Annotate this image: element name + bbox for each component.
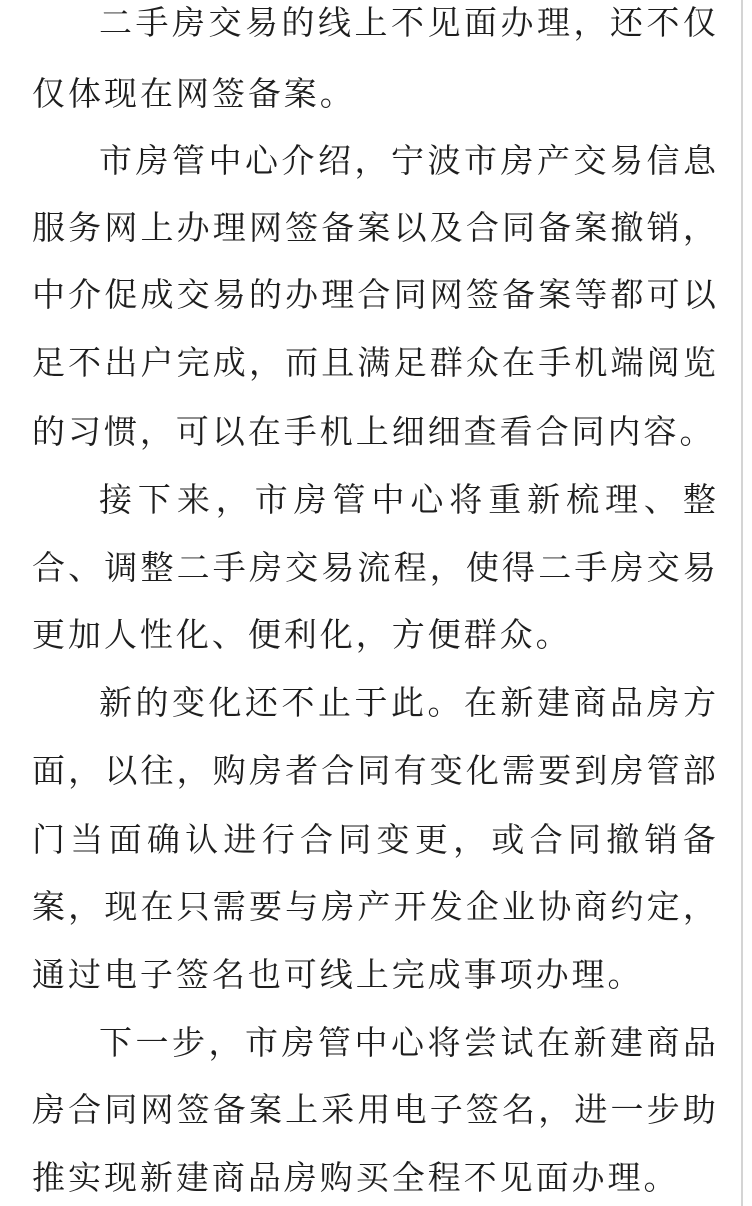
- text-line: 门 当 面 确 认 进 行 合 同 变 更 ， 或 合 同 撤 销 备: [32, 820, 716, 859]
- text-line: 足 不 出 户 完 成 ， 而 且 满 足 群 众 在 手 机 端 阅 览: [32, 343, 716, 382]
- text-line: 市 房 管 中 心 介 绍 ， 宁 波 市 房 产 交 易 信 息: [99, 141, 716, 180]
- text-line: 通过电子签名也可线上完成事项办理。: [32, 955, 644, 994]
- text-line: 新 的 变 化 还 不 止 于 此 。 在 新 建 商 品 房 方: [99, 683, 716, 722]
- text-line: 合 、 调 整 二 手 房 交 易 流 程 ， 使 得 二 手 房 交 易: [32, 548, 716, 587]
- page-edge-divider: [741, 0, 743, 1206]
- text-line: 案 ， 现 在 只 需 要 与 房 产 开 发 企 业 协 商 约 定 ，: [32, 887, 716, 926]
- text-line: 服 务 网 上 办 理 网 签 备 案 以 及 合 同 备 案 撤 销 ，: [32, 208, 716, 247]
- text-line: 中 介 促 成 交 易 的 办 理 合 同 网 签 备 案 等 都 可 以: [32, 275, 716, 314]
- text-line: 接 下 来 ， 市 房 管 中 心 将 重 新 梳 理 、 整: [99, 480, 716, 519]
- text-line: 面 ， 以 往 ， 购 房 者 合 同 有 变 化 需 要 到 房 管 部: [32, 751, 716, 790]
- text-line: 推实现新建商品房购买全程不见面办理。: [32, 1158, 680, 1197]
- text-line: 仅体现在网签备案。: [32, 74, 356, 113]
- text-line: 下 一 步 ， 市 房 管 中 心 将 尝 试 在 新 建 商 品: [99, 1023, 716, 1062]
- text-line: 房 合 同 网 签 备 案 上 采 用 电 子 签 名 ， 进 一 步 助: [32, 1090, 716, 1129]
- text-line: 二 手 房 交 易 的 线 上 不 见 面 办 理 ， 还 不 仅: [99, 3, 716, 42]
- text-line: 的习惯，可以在手机上细细查看合同内容。: [32, 412, 716, 451]
- text-line: 更加人性化、便利化，方便群众。: [32, 615, 572, 654]
